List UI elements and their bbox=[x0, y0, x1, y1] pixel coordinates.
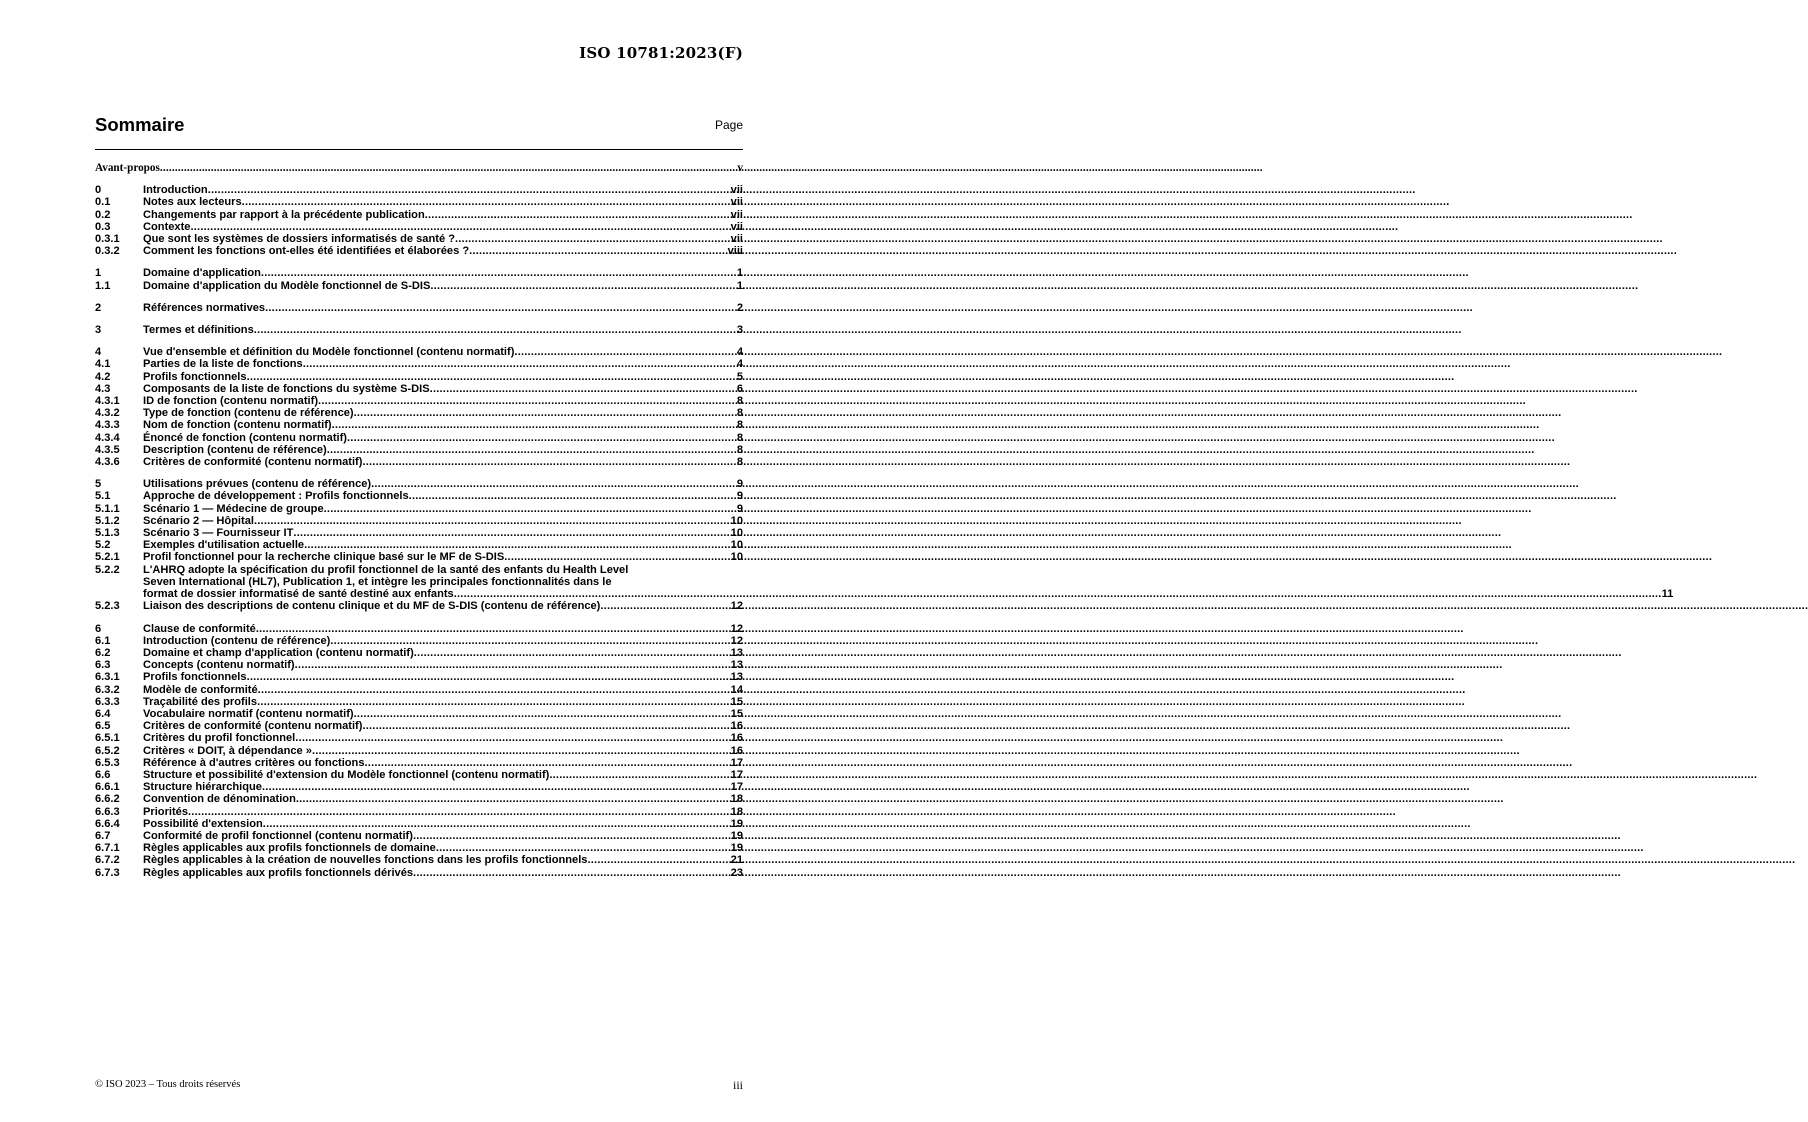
toc-dot-leader bbox=[469, 245, 726, 257]
toc-entry-number: 6.6 bbox=[95, 768, 111, 781]
toc-entry[interactable] bbox=[95, 407, 743, 419]
toc-entry-text: ID de fonction (contenu normatif) bbox=[143, 395, 319, 408]
toc-entry-page: 9 bbox=[736, 478, 743, 491]
toc-dot-leader bbox=[455, 233, 730, 245]
toc-entry-text: Introduction bbox=[143, 184, 208, 197]
toc-entry[interactable] bbox=[95, 280, 743, 292]
toc-entry[interactable] bbox=[95, 267, 743, 279]
toc-dot-leader bbox=[312, 745, 730, 757]
toc-entry-number: 6.7.1 bbox=[95, 842, 120, 855]
toc-entry-text: Scénario 3 — Fournisseur IT bbox=[143, 527, 294, 540]
toc-entry-page: 12 bbox=[730, 634, 743, 647]
toc-dot-leader bbox=[208, 184, 730, 196]
toc-entry-number: 6.3 bbox=[95, 659, 111, 672]
toc-entry-page: vii bbox=[730, 208, 743, 221]
toc-entry[interactable] bbox=[95, 419, 743, 431]
toc-entry-text: Vocabulaire normatif (contenu normatif) bbox=[143, 707, 354, 720]
toc-entry-number: 6.7 bbox=[95, 829, 111, 842]
toc-entry-page: 4 bbox=[736, 358, 743, 371]
toc-entry-number: 6.4 bbox=[95, 707, 111, 720]
toc-entry-number: 6.3.2 bbox=[95, 683, 120, 696]
toc-entry-text: format de dossier informatisé de santé destiné aux enfants bbox=[143, 588, 454, 601]
toc-entry-number: 1.1 bbox=[95, 279, 111, 292]
toc-entry-page: 1 bbox=[736, 279, 743, 292]
toc-entry-page: 15 bbox=[730, 707, 743, 720]
toc-entry-text: Priorités bbox=[143, 805, 189, 818]
toc-entry[interactable] bbox=[95, 757, 743, 769]
toc-entry-page: vii bbox=[730, 184, 743, 197]
toc-dot-leader bbox=[436, 842, 730, 854]
toc-entry-page: 11 bbox=[1661, 588, 1674, 601]
toc-entry-page: 8 bbox=[736, 407, 743, 420]
toc-entry[interactable] bbox=[95, 708, 743, 720]
toc-entry-page: 3 bbox=[736, 324, 743, 337]
toc-entry-page: 16 bbox=[730, 744, 743, 757]
toc-entry-text: Que sont les systèmes de dossiers informatisés de santé ? bbox=[143, 233, 455, 246]
toc-entry[interactable] bbox=[95, 245, 743, 257]
toc-entry-page: viii bbox=[727, 245, 743, 258]
document-code: ISO 10781:2023(F) bbox=[579, 44, 743, 62]
toc-entry-number: 6.3.3 bbox=[95, 695, 120, 708]
toc-entry-text: Règles applicables aux profils fonctionnels de domaine bbox=[143, 842, 436, 855]
toc-dot-leader bbox=[413, 867, 730, 879]
toc-dot-leader bbox=[332, 419, 736, 431]
toc-entry-page: 19 bbox=[730, 817, 743, 830]
toc-dot-leader bbox=[425, 209, 730, 221]
toc-entry-text: Structure hiérarchique bbox=[143, 781, 262, 794]
toc-entry-text: Liaison des descriptions de contenu clinique et du MF de S-DIS (contenu de référence) bbox=[143, 600, 601, 613]
toc-entry[interactable] bbox=[95, 745, 743, 757]
toc-entry-text: Vue d'ensemble et définition du Modèle fonctionnel (contenu normatif) bbox=[143, 346, 515, 359]
toc-dot-leader bbox=[190, 221, 729, 233]
toc-dot-leader bbox=[330, 635, 729, 647]
toc-entry-page: 15 bbox=[730, 695, 743, 708]
toc-entry[interactable] bbox=[95, 233, 743, 245]
toc-entry[interactable] bbox=[95, 769, 743, 781]
page-title: Sommaire bbox=[95, 114, 185, 135]
toc-dot-leader bbox=[454, 588, 1662, 600]
toc-entry-text: Exemples d'utilisation actuelle bbox=[143, 539, 305, 552]
toc-entry-text: Notes aux lecteurs bbox=[143, 196, 242, 209]
toc-dot-leader bbox=[296, 793, 730, 805]
toc-entry-page: 9 bbox=[736, 490, 743, 503]
toc-entry-number: 6.5.1 bbox=[95, 732, 120, 745]
toc-entry[interactable] bbox=[95, 527, 743, 539]
toc-entry-text: Clause de conformité bbox=[143, 622, 256, 635]
toc-entry-number: 0.3.1 bbox=[95, 233, 120, 246]
toc-entry-number: 6.1 bbox=[95, 634, 111, 647]
toc-entry[interactable] bbox=[95, 635, 743, 647]
toc-entry[interactable] bbox=[95, 659, 743, 671]
toc-entry-text: Profils fonctionnels bbox=[143, 370, 247, 383]
toc-entry[interactable] bbox=[95, 623, 743, 635]
toc-entry[interactable] bbox=[95, 383, 743, 395]
toc-entry-text: Possibilité d'extension bbox=[143, 817, 263, 830]
toc-entry-page: vii bbox=[730, 196, 743, 209]
toc-entry[interactable] bbox=[95, 732, 743, 744]
toc-entry-text: Domaine d'application du Modèle fonctionnel de S-DIS bbox=[143, 279, 431, 292]
toc-entry-text: Profil fonctionnel pour la recherche clinique basé sur le MF de S-DIS bbox=[143, 551, 505, 564]
toc-entry[interactable] bbox=[95, 302, 743, 314]
toc-entry-page: 17 bbox=[730, 756, 743, 769]
toc-entry[interactable] bbox=[95, 551, 743, 563]
toc-entry-page: 21 bbox=[730, 854, 743, 867]
toc-entry[interactable] bbox=[95, 684, 743, 696]
toc-entry[interactable] bbox=[95, 478, 743, 490]
toc-dot-leader bbox=[254, 324, 736, 336]
toc-entry-number: 5.1.3 bbox=[95, 527, 120, 540]
toc-entry-text: Traçabilité des profils bbox=[143, 695, 258, 708]
toc-dot-leader bbox=[324, 503, 736, 515]
toc-entry-page: 10 bbox=[730, 514, 743, 527]
toc-dot-leader bbox=[247, 671, 730, 683]
toc-entry-text: Contexte bbox=[143, 220, 191, 233]
toc-dot-leader bbox=[263, 818, 730, 830]
toc-entry-number: 5 bbox=[95, 478, 102, 491]
toc-entry-number: 4.3 bbox=[95, 382, 111, 395]
toc-entry-text: Composants de la liste de fonctions du système S-DIS bbox=[143, 382, 430, 395]
toc-entry[interactable] bbox=[95, 456, 743, 468]
toc-entry[interactable] bbox=[95, 671, 743, 683]
toc-entry-text: Termes et définitions bbox=[143, 324, 254, 337]
toc-entry-number: 0.1 bbox=[95, 196, 111, 209]
toc-entry-page: 13 bbox=[730, 671, 743, 684]
toc-entry-text: Nom de fonction (contenu normatif) bbox=[143, 419, 332, 432]
toc-entry[interactable] bbox=[95, 395, 743, 407]
toc-entry-number: 5.2.3 bbox=[95, 600, 120, 613]
toc-entry[interactable] bbox=[95, 696, 743, 708]
toc-dot-leader bbox=[587, 854, 729, 866]
toc-entry-page: 8 bbox=[736, 456, 743, 469]
toc-entry-text: Critères du profil fonctionnel bbox=[143, 732, 296, 745]
toc-entry-number: 6.7.2 bbox=[95, 854, 120, 867]
toc-entry[interactable] bbox=[95, 358, 743, 370]
toc-dot-leader bbox=[365, 757, 730, 769]
toc-entry-number: 0 bbox=[95, 184, 102, 197]
toc-dot-leader bbox=[293, 527, 729, 539]
toc-entry-page: 16 bbox=[730, 720, 743, 733]
toc-dot-leader bbox=[295, 732, 729, 744]
toc-dot-leader bbox=[242, 196, 730, 208]
toc-dot-leader bbox=[265, 302, 736, 314]
toc-entry-number: 0.3 bbox=[95, 220, 111, 233]
toc-entry-page: 13 bbox=[730, 646, 743, 659]
toc-entry-text: Domaine et champ d'application (contenu normatif) bbox=[143, 646, 414, 659]
toc-entry-number: 6.5 bbox=[95, 720, 111, 733]
toc-entry-page: v bbox=[737, 162, 743, 174]
toc-dot-leader bbox=[247, 371, 736, 383]
toc-entry-number: 4.3.2 bbox=[95, 407, 120, 420]
toc-entry[interactable] bbox=[95, 515, 743, 527]
toc-dot-leader bbox=[362, 456, 735, 468]
toc-entry-number: 6 bbox=[95, 622, 102, 635]
toc-entry-text: Scénario 1 — Médecine de groupe bbox=[143, 502, 324, 515]
toc-entry-text: Approche de développement : Profils fonctionnels bbox=[143, 490, 409, 503]
toc-entry[interactable] bbox=[95, 720, 743, 732]
toc-entry-number: 4.3.4 bbox=[95, 431, 120, 444]
toc-entry-number: 0.3.2 bbox=[95, 245, 120, 258]
title-divider bbox=[95, 149, 743, 150]
toc-entry-number: 6.5.3 bbox=[95, 756, 120, 769]
toc-entry-number: 6.7.3 bbox=[95, 866, 120, 879]
toc-entry[interactable] bbox=[95, 563, 1674, 601]
toc-entry[interactable] bbox=[95, 793, 743, 805]
toc-entry[interactable] bbox=[95, 196, 743, 208]
toc-entry-page: 13 bbox=[730, 659, 743, 672]
toc-entry-page: 8 bbox=[736, 395, 743, 408]
toc-dot-leader bbox=[327, 444, 736, 456]
toc-entry-number: 6.6.3 bbox=[95, 805, 120, 818]
toc-entry-text: Type de fonction (contenu de référence) bbox=[143, 407, 354, 420]
toc-dot-leader bbox=[362, 720, 729, 732]
toc-entry-page: 18 bbox=[730, 805, 743, 818]
toc-dot-leader bbox=[430, 383, 736, 395]
toc-entry-page: 6 bbox=[736, 382, 743, 395]
toc-entry[interactable] bbox=[95, 830, 743, 842]
toc-entry-number: 4.2 bbox=[95, 370, 111, 383]
toc-entry[interactable] bbox=[95, 221, 743, 233]
toc-entry-page: 23 bbox=[730, 866, 743, 879]
toc-entry-text: Parties de la liste de fonctions bbox=[143, 358, 303, 371]
toc-entry-number: 4 bbox=[95, 346, 102, 359]
toc-dot-leader bbox=[354, 407, 736, 419]
toc-entry[interactable] bbox=[95, 806, 743, 818]
toc-entry-text-line: L'AHRQ adopte la spécification du profil fonctionnel de la santé des enfants du Health Level bbox=[143, 563, 629, 576]
toc-dot-leader bbox=[347, 432, 736, 444]
toc-entry-page: 19 bbox=[730, 829, 743, 842]
toc-dot-leader bbox=[514, 346, 735, 358]
toc-entry-text: Référence à d'autres critères ou fonctions bbox=[143, 756, 365, 769]
toc-entry-number: 2 bbox=[95, 301, 102, 314]
toc-entry[interactable] bbox=[95, 184, 743, 196]
toc-entry-text-line: Seven International (HL7), Publication 1, et intègre les principales fonctionnalités dans le bbox=[143, 575, 612, 588]
toc-entry-number: 6.5.2 bbox=[95, 744, 120, 757]
toc-entry-page: 16 bbox=[730, 732, 743, 745]
toc-dot-leader bbox=[504, 551, 729, 563]
toc-entry[interactable] bbox=[95, 209, 743, 221]
toc-entry-page: 14 bbox=[730, 683, 743, 696]
toc-entry-page: 8 bbox=[736, 419, 743, 432]
toc-entry-page: 1 bbox=[736, 267, 743, 280]
toc-entry-text: Critères « DOIT, à dépendance » bbox=[143, 744, 312, 757]
toc-entry-number: 6.3.1 bbox=[95, 671, 120, 684]
toc-entry-page: 10 bbox=[730, 539, 743, 552]
toc-dot-leader bbox=[254, 515, 730, 527]
toc-entry-text: Scénario 2 — Hôpital bbox=[143, 514, 254, 527]
toc-dot-leader bbox=[600, 600, 729, 612]
toc-entry-text: Profils fonctionnels bbox=[143, 671, 247, 684]
toc-entry-page: vii bbox=[730, 220, 743, 233]
toc-entry[interactable] bbox=[95, 867, 743, 879]
toc-entry-text: Concepts (contenu normatif) bbox=[143, 659, 295, 672]
toc-entry-number: 6.6.2 bbox=[95, 793, 120, 806]
toc-dot-leader bbox=[261, 267, 736, 279]
toc-entry-text: Utilisations prévues (contenu de référence) bbox=[143, 478, 372, 491]
toc-entry-text: Domaine d'application bbox=[143, 267, 261, 280]
toc-entry-number: 5.1 bbox=[95, 490, 111, 503]
toc-entry-page: 8 bbox=[736, 443, 743, 456]
page-column-label: Page bbox=[714, 118, 743, 132]
toc-entry[interactable] bbox=[95, 444, 743, 456]
toc-dot-leader bbox=[257, 696, 730, 708]
toc-entry-page: 5 bbox=[736, 370, 743, 383]
toc-entry[interactable] bbox=[95, 324, 743, 336]
toc-entry-number: 4.1 bbox=[95, 358, 111, 371]
toc-entry-number: 4.3.3 bbox=[95, 419, 120, 432]
toc-entry[interactable] bbox=[95, 781, 743, 793]
toc-entry-text: Avant-propos bbox=[95, 162, 160, 174]
toc-entry[interactable] bbox=[95, 490, 743, 502]
toc-dot-leader bbox=[295, 659, 730, 671]
toc-entry-page: 8 bbox=[736, 431, 743, 444]
toc-entry-page: 17 bbox=[730, 768, 743, 781]
toc-entry[interactable] bbox=[95, 503, 743, 515]
toc-entry-text: Description (contenu de référence) bbox=[143, 443, 327, 456]
toc-entry-text: Critères de conformité (contenu normatif) bbox=[143, 456, 363, 469]
toc-entry[interactable] bbox=[95, 371, 743, 383]
toc-entry-text: Références normatives bbox=[143, 301, 266, 314]
toc-entry-number: 5.1.2 bbox=[95, 514, 120, 527]
toc-entry-page: vii bbox=[730, 233, 743, 246]
toc-dot-leader bbox=[409, 490, 736, 502]
toc-entry-text: Critères de conformité (contenu normatif) bbox=[143, 720, 363, 733]
toc-entry-number: 4.3.6 bbox=[95, 456, 120, 469]
toc-entry-text: Règles applicables aux profils fonctionnels dérivés bbox=[143, 866, 414, 879]
toc-entry[interactable] bbox=[95, 539, 743, 551]
toc-entry-text: Introduction (contenu de référence) bbox=[143, 634, 331, 647]
toc-entry-text: Changements par rapport à la précédente publication bbox=[143, 208, 425, 221]
toc-entry[interactable] bbox=[95, 432, 743, 444]
toc-entry-text: Règles applicables à la création de nouvelles fonctions dans les profils fonctionnels bbox=[143, 854, 588, 867]
toc-entry-text: Structure et possibilité d'extension du Modèle fonctionnel (contenu normatif) bbox=[143, 768, 550, 781]
toc-entry-page: 4 bbox=[736, 346, 743, 359]
toc-entry-page: 2 bbox=[736, 301, 743, 314]
toc-entry-page: 17 bbox=[730, 781, 743, 794]
toc-entry-text: Énoncé de fonction (contenu normatif) bbox=[143, 431, 347, 444]
toc-entry-number: 5.2.2 bbox=[95, 563, 120, 576]
toc-entry[interactable] bbox=[95, 842, 743, 854]
toc-entry-page: 12 bbox=[730, 600, 743, 613]
toc-dot-leader bbox=[371, 478, 736, 490]
toc-entry-number: 4.3.5 bbox=[95, 443, 120, 456]
toc-entry-text: Convention de dénomination bbox=[143, 793, 296, 806]
toc-entry-number: 5.2 bbox=[95, 539, 111, 552]
toc-entry-number: 6.6.1 bbox=[95, 781, 120, 794]
toc-entry[interactable] bbox=[95, 162, 743, 174]
toc-entry-number: 5.2.1 bbox=[95, 551, 120, 564]
toc-dot-leader bbox=[303, 358, 736, 370]
toc-entry-number: 6.2 bbox=[95, 646, 111, 659]
table-of-contents bbox=[95, 162, 1674, 879]
toc-dot-leader bbox=[256, 623, 730, 635]
toc-entry-number: 3 bbox=[95, 324, 102, 337]
toc-entry[interactable] bbox=[95, 818, 743, 830]
toc-dot-leader bbox=[160, 162, 737, 174]
toc-dot-leader bbox=[430, 280, 735, 292]
toc-dot-leader bbox=[304, 539, 730, 551]
toc-entry-page: 10 bbox=[730, 527, 743, 540]
toc-entry-text: Conformité de profil fonctionnel (contenu normatif) bbox=[143, 829, 413, 842]
toc-entry[interactable] bbox=[95, 346, 743, 358]
toc-entry-text: Comment les fonctions ont-elles été identifiées et élaborées ? bbox=[143, 245, 470, 258]
copyright-notice: © ISO 2023 – Tous droits réservés bbox=[95, 1079, 241, 1090]
page-number: iii bbox=[732, 1078, 743, 1092]
toc-entry-page: 12 bbox=[730, 622, 743, 635]
toc-dot-leader bbox=[318, 395, 736, 407]
toc-entry-text: Modèle de conformité bbox=[143, 683, 258, 696]
toc-dot-leader bbox=[188, 806, 730, 818]
toc-dot-leader bbox=[354, 708, 730, 720]
toc-dot-leader bbox=[413, 830, 730, 842]
toc-entry-number: 4.3.1 bbox=[95, 395, 120, 408]
toc-entry-page: 18 bbox=[730, 793, 743, 806]
toc-entry-page: 19 bbox=[730, 842, 743, 855]
toc-entry[interactable] bbox=[95, 600, 743, 612]
toc-entry-number: 0.2 bbox=[95, 208, 111, 221]
toc-dot-leader bbox=[262, 781, 730, 793]
toc-entry-page: 10 bbox=[730, 551, 743, 564]
toc-dot-leader bbox=[258, 684, 730, 696]
toc-entry[interactable] bbox=[95, 647, 743, 659]
toc-dot-leader bbox=[549, 769, 729, 781]
toc-entry-page: 9 bbox=[736, 502, 743, 515]
toc-dot-leader bbox=[414, 647, 730, 659]
toc-entry[interactable] bbox=[95, 854, 743, 866]
toc-entry-number: 1 bbox=[95, 267, 102, 280]
toc-entry-number: 5.1.1 bbox=[95, 502, 120, 515]
toc-entry-number: 6.6.4 bbox=[95, 817, 120, 830]
